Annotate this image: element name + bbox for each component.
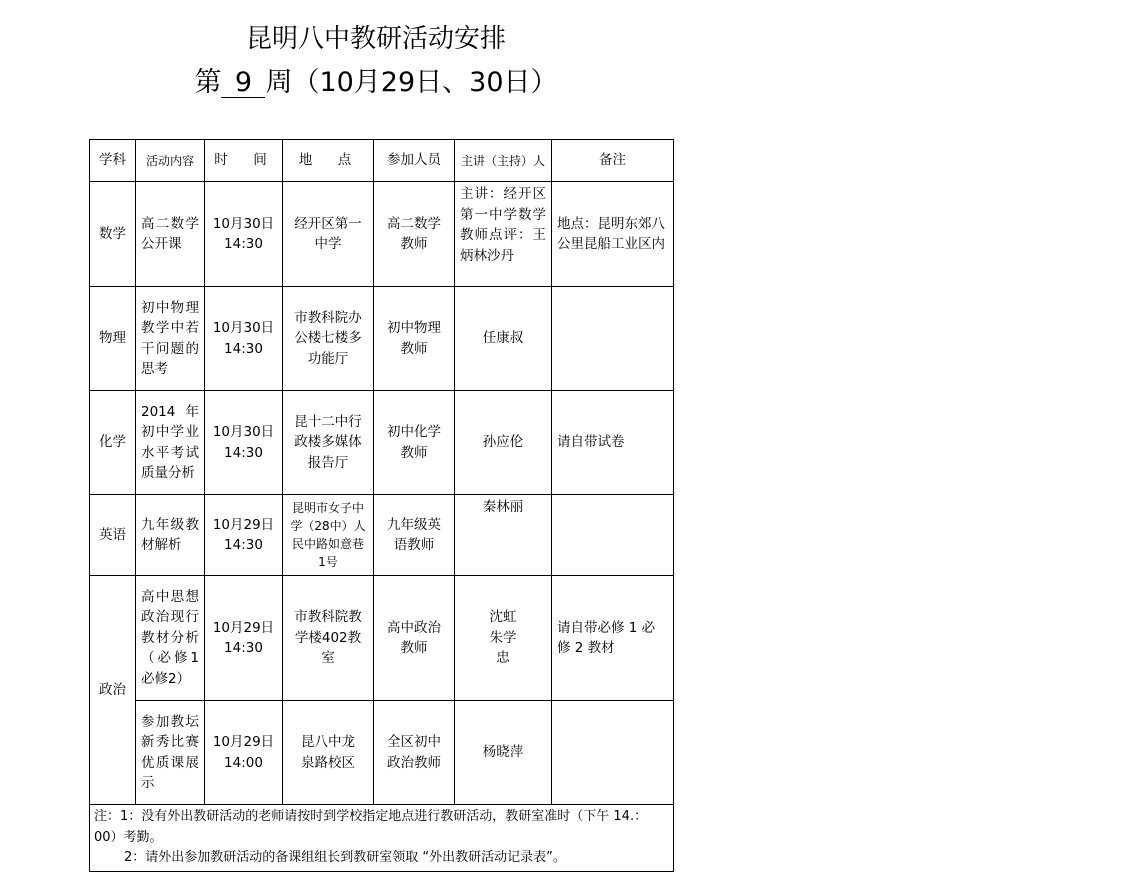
row-location: 市教科院办公楼七楼多功能厅 (283, 287, 374, 391)
row-subject: 英语 (90, 495, 136, 576)
header-row (90, 140, 674, 182)
table-row (90, 391, 674, 495)
row-location: 昆明市女子中学（28中）人民中路如意巷1号 (283, 495, 374, 576)
row-host: 秦林丽 (455, 495, 552, 576)
row-content: 参加教坛新秀比赛优质课展示 (136, 701, 205, 805)
week-number: 9 (221, 69, 265, 98)
week-subtitle (0, 60, 752, 99)
table-row (90, 576, 674, 701)
table-row (90, 701, 674, 805)
row-participants: 高中政治教师 (374, 576, 455, 701)
row-participants: 高二数学教师 (374, 182, 455, 287)
week-prefix: 第 (194, 67, 222, 98)
row-remark (552, 495, 674, 576)
row-date: 10月30日 (212, 320, 275, 336)
row-remark: 请自带必修 1 必修 2 教材 (552, 576, 674, 701)
row-content: 2014 年初中学业水平考试质量分析 (136, 391, 205, 495)
row-host: 孙应伦 (455, 391, 552, 495)
row-clock: 14:30 (224, 640, 263, 656)
row-time (205, 495, 283, 576)
notes (90, 805, 674, 872)
row-location: 昆八中龙泉路校区 (283, 701, 374, 805)
row-clock: 14:00 (224, 754, 263, 771)
row-content: 高二数学公开课 (136, 182, 205, 287)
schedule-table (89, 139, 674, 872)
header-subject: 学科 (90, 140, 136, 182)
row-host: 杨晓萍 (455, 701, 552, 805)
row-content: 九年级教材解析 (136, 495, 205, 576)
row-date: 10月30日 (212, 215, 275, 232)
row-subject: 政治 (90, 576, 136, 805)
note-line-1: 注：1：没有外出教研活动的老师请按时到学校指定地点进行教研活动，教研室准时（下午 14.：00）考勤。 (94, 809, 648, 845)
row-participants: 全区初中政治教师 (374, 701, 455, 805)
row-participants: 九年级英语教师 (374, 495, 455, 576)
row-location: 经开区第一中学 (283, 182, 374, 287)
row-host: 沈虹朱学忠 (455, 576, 552, 701)
row-subject: 数学 (90, 182, 136, 287)
header-host: 主讲（主持）人 (455, 140, 552, 182)
row-date: 10月29日 (212, 619, 275, 636)
row-time (205, 287, 283, 391)
note-line-2: 2：请外出参加教研活动的备课组组长到教研室领取 “外出教研活动记录表”。 (124, 850, 566, 865)
row-content: 高中思想政治现行教材分析（必修1必修2） (136, 576, 205, 701)
row-host: 主讲：经开区第一中学数学教师点评：王炳林沙丹 (455, 182, 552, 287)
row-remark: 请自带试卷 (552, 391, 674, 495)
table-row (90, 287, 674, 391)
header-content: 活动内容 (136, 140, 205, 182)
row-host: 任康叔 (455, 287, 552, 391)
row-location: 市教科院教学楼402教室 (283, 576, 374, 701)
row-clock: 14:30 (224, 340, 263, 357)
table-row (90, 182, 674, 287)
row-participants: 初中物理教师 (374, 287, 455, 391)
week-suffix: 周（10月29日、30日） (265, 67, 558, 98)
row-subject: 物理 (90, 287, 136, 391)
row-content: 初中物理教学中若干问题的思考 (136, 287, 205, 391)
row-subject: 化学 (90, 391, 136, 495)
header-time: 时 间 (205, 140, 283, 182)
header-location: 地 点 (283, 140, 374, 182)
row-date: 10月29日 (212, 516, 275, 533)
row-clock: 14:30 (224, 537, 263, 553)
row-location: 昆十二中行政楼多媒体报告厅 (283, 391, 374, 495)
row-participants: 初中化学教师 (374, 391, 455, 495)
page-title: 昆明八中教研活动安排 (245, 24, 506, 54)
notes-row (90, 805, 674, 872)
header-remark: 备注 (552, 140, 674, 182)
row-remark (552, 701, 674, 805)
table-row (90, 495, 674, 576)
row-time (205, 701, 283, 805)
row-clock: 14:30 (224, 236, 263, 252)
row-clock: 14:30 (224, 444, 263, 461)
row-remark: 地点：昆明东郊八公里昆船工业区内 (552, 182, 674, 287)
row-date: 10月30日 (212, 424, 275, 440)
row-remark (552, 287, 674, 391)
row-time (205, 391, 283, 495)
header-participants: 参加人员 (374, 140, 455, 182)
row-date: 10月29日 (212, 734, 275, 750)
row-time (205, 182, 283, 287)
row-time (205, 576, 283, 701)
